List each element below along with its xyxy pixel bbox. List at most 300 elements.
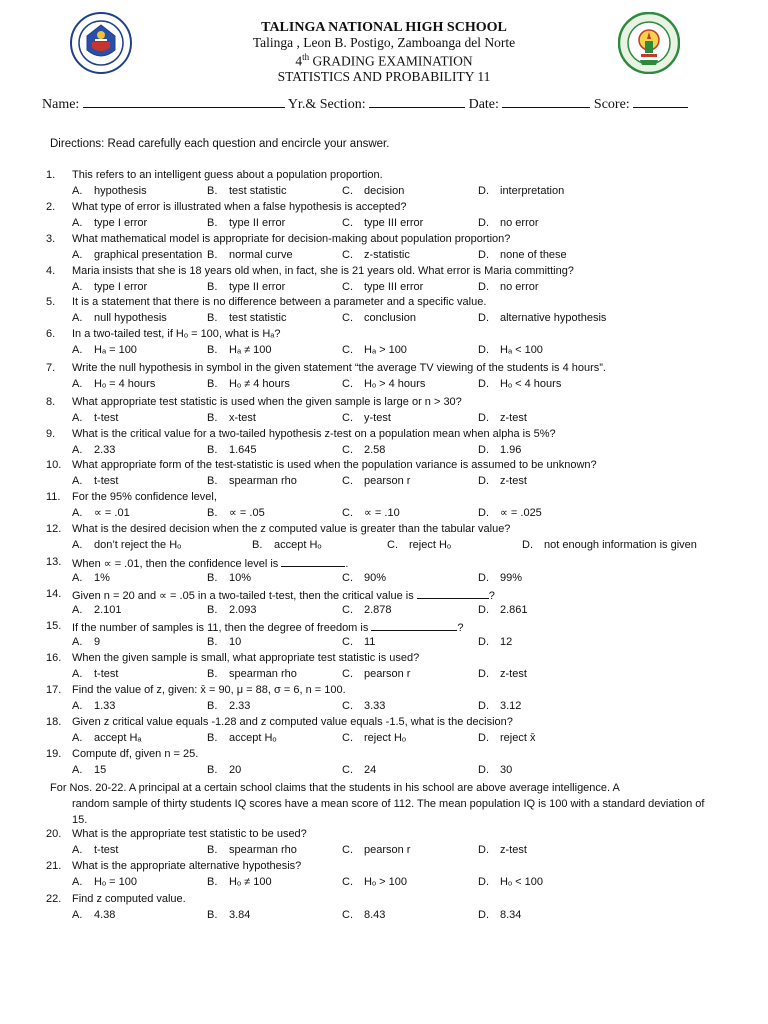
option-text: don’t reject the Hₒ xyxy=(94,539,182,551)
option-text: 30 xyxy=(500,764,513,776)
option-letter: B. xyxy=(207,475,218,487)
option-text: Hₒ > 100 xyxy=(364,876,407,888)
question-text: What appropriate form of the test-statistic is used when the population variance is assumed to be unknown? xyxy=(72,459,597,471)
question-text: What is the desired decision when the z computed value is greater than the tabular value? xyxy=(72,523,511,535)
option-text: type II error xyxy=(229,281,286,293)
option-text: type III error xyxy=(364,217,424,229)
option-b[interactable] xyxy=(207,700,250,713)
option-letter: D. xyxy=(478,475,489,487)
option-text: interpretation xyxy=(500,185,565,197)
option-letter: C. xyxy=(342,700,353,712)
option-c[interactable] xyxy=(342,732,406,745)
option-text: 3.33 xyxy=(364,700,386,712)
option-text: 1.96 xyxy=(500,444,522,456)
option-d[interactable] xyxy=(478,764,512,777)
option-letter: D. xyxy=(478,572,489,584)
option-d[interactable] xyxy=(478,909,521,922)
option-text: 1% xyxy=(94,572,110,584)
question-text: If the number of samples is 11, then the degree of freedom is ? xyxy=(72,622,464,634)
option-d[interactable] xyxy=(478,444,521,457)
passage-nos-20-22 xyxy=(50,780,720,828)
option-letter: B. xyxy=(207,217,218,229)
option-a[interactable] xyxy=(72,636,100,649)
option-c[interactable] xyxy=(342,249,410,262)
option-c[interactable] xyxy=(342,312,416,325)
option-text: 10% xyxy=(229,572,252,584)
question-number: 2. xyxy=(46,201,56,213)
option-letter: A. xyxy=(72,378,83,390)
option-a[interactable] xyxy=(72,539,181,552)
option-letter: B. xyxy=(207,572,218,584)
question-number: 11. xyxy=(46,491,61,503)
option-text: Hₒ > 4 hours xyxy=(364,378,426,390)
directions: Directions: Read carefully each question and encircle your answer. xyxy=(50,138,390,150)
option-c[interactable] xyxy=(342,507,400,520)
option-text: 10 xyxy=(229,636,242,648)
option-letter: C. xyxy=(342,281,353,293)
question-text: Compute df, given n = 25. xyxy=(72,748,199,760)
option-letter: B. xyxy=(207,378,218,390)
option-text: type III error xyxy=(364,281,424,293)
option-letter: D. xyxy=(478,700,489,712)
option-letter: A. xyxy=(72,668,83,680)
option-text: graphical presentation xyxy=(94,249,203,261)
option-letter: C. xyxy=(342,909,353,921)
option-text: pearson r xyxy=(364,475,411,487)
option-c[interactable] xyxy=(342,217,423,230)
option-b[interactable] xyxy=(207,185,286,198)
option-text: type II error xyxy=(229,217,286,229)
option-text: Hₐ ≠ 100 xyxy=(229,344,272,356)
name-blank[interactable] xyxy=(83,96,285,108)
option-b[interactable] xyxy=(207,572,251,585)
option-d[interactable] xyxy=(478,249,567,262)
option-letter: B. xyxy=(207,732,218,744)
option-c[interactable] xyxy=(342,572,386,585)
option-text: 9 xyxy=(94,636,101,648)
option-letter: A. xyxy=(72,217,83,229)
option-text: none of these xyxy=(500,249,567,261)
question-number: 19. xyxy=(46,748,62,760)
option-text: 11 xyxy=(364,636,376,648)
option-b[interactable] xyxy=(207,876,272,889)
option-a[interactable] xyxy=(72,732,142,745)
question-text: What mathematical model is appropriate for decision-making about population proportion? xyxy=(72,233,511,245)
option-letter: B. xyxy=(207,876,218,888)
option-b[interactable] xyxy=(207,909,250,922)
option-letter: B. xyxy=(207,344,218,356)
name-label: Name: xyxy=(42,97,80,112)
option-c[interactable] xyxy=(342,764,376,777)
option-letter: D. xyxy=(478,636,489,648)
option-a[interactable] xyxy=(72,378,155,391)
option-text: 1.645 xyxy=(229,444,257,456)
option-text: ∝ = .10 xyxy=(364,507,400,519)
question-number: 1. xyxy=(46,169,56,181)
option-text: x-test xyxy=(229,412,256,424)
option-letter: B. xyxy=(207,844,218,856)
option-letter: C. xyxy=(342,764,353,776)
option-text: normal curve xyxy=(229,249,293,261)
option-text: 12 xyxy=(500,636,513,648)
option-b[interactable] xyxy=(207,636,241,649)
option-b[interactable] xyxy=(207,378,290,391)
option-letter: B. xyxy=(207,249,218,261)
option-d[interactable] xyxy=(478,636,512,649)
option-d[interactable] xyxy=(478,412,527,425)
option-text: t-test xyxy=(94,844,119,856)
option-letter: A. xyxy=(72,412,83,424)
option-text: 3.12 xyxy=(500,700,522,712)
option-letter: C. xyxy=(342,507,353,519)
exam-header xyxy=(0,20,768,84)
option-letter: A. xyxy=(72,732,83,744)
option-text: y-test xyxy=(364,412,391,424)
option-c[interactable] xyxy=(342,412,391,425)
option-a[interactable] xyxy=(72,507,130,520)
option-c[interactable] xyxy=(387,539,451,552)
option-text: 2.33 xyxy=(94,444,116,456)
option-letter: A. xyxy=(72,312,83,324)
option-letter: D. xyxy=(478,909,489,921)
option-d[interactable] xyxy=(478,604,528,617)
option-text: 2.093 xyxy=(229,604,257,616)
option-a[interactable] xyxy=(72,604,122,617)
question-text: When the given sample is small, what appropriate test statistic is used? xyxy=(72,652,420,664)
option-text: ∝ = .05 xyxy=(229,507,265,519)
option-text: 2.861 xyxy=(500,604,528,616)
option-letter: A. xyxy=(72,185,83,197)
question-number: 9. xyxy=(46,428,56,440)
option-text: 24 xyxy=(364,764,377,776)
question-text: In a two-tailed test, if Hₒ = 100, what is Hₐ? xyxy=(72,328,281,340)
question-text: For the 95% confidence level, xyxy=(72,491,217,503)
option-letter: B. xyxy=(207,764,218,776)
option-letter: B. xyxy=(207,444,218,456)
option-letter: B. xyxy=(207,668,218,680)
option-letter: B. xyxy=(207,281,218,293)
section-label: Yr.& Section: xyxy=(287,97,366,112)
option-letter: C. xyxy=(342,444,353,456)
option-d[interactable] xyxy=(478,185,564,198)
option-letter: C. xyxy=(342,572,353,584)
option-letter: C. xyxy=(342,249,353,261)
passage-rest: random sample of thirty students IQ scores have a mean score of 112. The mean population IQ is 100 with a standard deviation of 15. xyxy=(72,798,705,826)
question-number: 13. xyxy=(46,556,62,568)
option-b[interactable] xyxy=(207,604,257,617)
option-text: 2.58 xyxy=(364,444,386,456)
option-text: 4.38 xyxy=(94,909,116,921)
option-c[interactable] xyxy=(342,444,385,457)
option-text: reject Hₒ xyxy=(364,732,407,744)
option-text: reject Hₒ xyxy=(409,539,452,551)
exam-subject: STATISTICS AND PROBABILITY 11 xyxy=(277,68,491,84)
option-d[interactable] xyxy=(478,732,535,745)
question-text: Maria insists that she is 18 years old when, in fact, she is 21 years old. What error is Maria committing? xyxy=(72,265,574,277)
option-c[interactable] xyxy=(342,475,410,488)
question-text: What is the appropriate test statistic to be used? xyxy=(72,828,307,840)
option-text: pearson r xyxy=(364,668,411,680)
option-letter: D. xyxy=(478,507,489,519)
option-c[interactable] xyxy=(342,281,423,294)
option-letter: A. xyxy=(72,876,83,888)
option-letter: D. xyxy=(478,281,489,293)
option-letter: D. xyxy=(478,604,489,616)
option-text: Hₒ < 4 hours xyxy=(500,378,562,390)
option-text: t-test xyxy=(94,668,119,680)
option-a[interactable] xyxy=(72,700,115,713)
option-text: accept Hₒ xyxy=(229,732,277,744)
option-text: Hₒ = 4 hours xyxy=(94,378,156,390)
option-text: not enough information is given xyxy=(544,539,697,551)
option-b[interactable] xyxy=(207,475,297,488)
option-a[interactable] xyxy=(72,668,118,681)
question-number: 20. xyxy=(46,828,62,840)
option-a[interactable] xyxy=(72,572,110,585)
option-letter: A. xyxy=(72,344,83,356)
option-letter: D. xyxy=(478,444,489,456)
option-a[interactable] xyxy=(72,217,147,230)
option-c[interactable] xyxy=(342,909,385,922)
option-text: t-test xyxy=(94,475,119,487)
date-label: Date: xyxy=(468,97,499,112)
option-letter: D. xyxy=(478,344,489,356)
question-number: 8. xyxy=(46,396,56,408)
option-letter: A. xyxy=(72,764,83,776)
option-text: Hₐ = 100 xyxy=(94,344,137,356)
option-c[interactable] xyxy=(342,185,404,198)
option-a[interactable] xyxy=(72,876,137,889)
option-a[interactable] xyxy=(72,412,118,425)
option-text: spearman rho xyxy=(229,475,297,487)
answer-blank[interactable] xyxy=(371,620,457,631)
option-d[interactable] xyxy=(478,507,542,520)
option-letter: C. xyxy=(342,185,353,197)
option-text: pearson r xyxy=(364,844,411,856)
option-text: null hypothesis xyxy=(94,312,167,324)
score-label: Score: xyxy=(593,97,630,112)
option-text: z-test xyxy=(500,475,527,487)
option-letter: C. xyxy=(342,732,353,744)
option-letter: A. xyxy=(72,844,83,856)
option-text: spearman rho xyxy=(229,668,297,680)
section-blank[interactable] xyxy=(369,96,465,108)
option-c[interactable] xyxy=(342,604,392,617)
option-letter: C. xyxy=(342,475,353,487)
option-text: 99% xyxy=(500,572,523,584)
option-text: accept Hₒ xyxy=(274,539,322,551)
option-a[interactable] xyxy=(72,909,115,922)
option-text: 2.101 xyxy=(94,604,122,616)
option-letter: A. xyxy=(72,636,83,648)
option-text: type I error xyxy=(94,281,148,293)
option-letter: D. xyxy=(478,412,489,424)
question-number: 7. xyxy=(46,362,56,374)
option-text: z-test xyxy=(500,412,527,424)
question-number: 22. xyxy=(46,893,62,905)
option-b[interactable] xyxy=(207,732,277,745)
option-d[interactable] xyxy=(478,217,539,230)
question-text: Given n = 20 and ∝ = .05 in a two-tailed t-test, then the critical value is ? xyxy=(72,590,495,602)
option-text: conclusion xyxy=(364,312,416,324)
option-a[interactable] xyxy=(72,444,115,457)
option-text: Hₒ < 100 xyxy=(500,876,543,888)
option-letter: D. xyxy=(478,844,489,856)
option-c[interactable] xyxy=(342,668,410,681)
option-a[interactable] xyxy=(72,475,118,488)
question-text: Find z computed value. xyxy=(72,893,186,905)
option-letter: C. xyxy=(342,668,353,680)
option-text: spearman rho xyxy=(229,844,297,856)
option-text: test statistic xyxy=(229,185,287,197)
option-text: alternative hypothesis xyxy=(500,312,607,324)
option-letter: A. xyxy=(72,281,83,293)
question-text: Given z critical value equals -1.28 and z computed value equals -1.5, what is the decision? xyxy=(72,716,513,728)
score-blank[interactable] xyxy=(633,96,688,108)
option-text: Hₐ > 100 xyxy=(364,344,407,356)
option-letter: D. xyxy=(478,764,489,776)
option-text: z-test xyxy=(500,844,527,856)
option-c[interactable] xyxy=(342,844,410,857)
option-text: 90% xyxy=(364,572,387,584)
question-number: 12. xyxy=(46,523,62,535)
option-letter: D. xyxy=(478,876,489,888)
option-d[interactable] xyxy=(478,344,543,357)
option-text: 8.34 xyxy=(500,909,522,921)
option-text: 1.33 xyxy=(94,700,116,712)
option-text: no error xyxy=(500,281,539,293)
option-letter: B. xyxy=(207,604,218,616)
passage-line-1: For Nos. 20-22. A principal at a certain school claims that the students in his school are above average intelligence. A xyxy=(50,782,620,794)
option-letter: A. xyxy=(72,507,83,519)
option-d[interactable] xyxy=(478,475,527,488)
option-letter: C. xyxy=(342,876,353,888)
option-a[interactable] xyxy=(72,281,147,294)
option-letter: C. xyxy=(342,604,353,616)
option-letter: D. xyxy=(478,312,489,324)
question-number: 6. xyxy=(46,328,56,340)
option-letter: D. xyxy=(478,217,489,229)
option-a[interactable] xyxy=(72,312,167,325)
option-letter: D. xyxy=(522,539,533,551)
question-number: 10. xyxy=(46,459,62,471)
question-text: What type of error is illustrated when a false hypothesis is accepted? xyxy=(72,201,407,213)
question-number: 16. xyxy=(46,652,62,664)
option-d[interactable] xyxy=(478,281,539,294)
option-c[interactable] xyxy=(342,636,375,649)
option-letter: C. xyxy=(342,844,353,856)
school-address: Talinga , Leon B. Postigo, Zamboanga del Norte xyxy=(252,35,516,50)
option-letter: D. xyxy=(478,185,489,197)
option-c[interactable] xyxy=(342,700,385,713)
option-c[interactable] xyxy=(342,344,407,357)
option-letter: C. xyxy=(342,412,353,424)
option-letter: D. xyxy=(478,732,489,744)
option-letter: C. xyxy=(342,217,353,229)
option-letter: B. xyxy=(207,636,218,648)
option-b[interactable] xyxy=(207,844,297,857)
option-text: 8.43 xyxy=(364,909,386,921)
option-text: t-test xyxy=(94,412,119,424)
option-letter: C. xyxy=(387,539,398,551)
option-text: Hₒ = 100 xyxy=(94,876,137,888)
option-letter: B. xyxy=(207,507,218,519)
question-number: 17. xyxy=(46,684,62,696)
date-blank[interactable] xyxy=(502,96,590,108)
option-letter: D. xyxy=(478,378,489,390)
option-d[interactable] xyxy=(478,572,522,585)
option-a[interactable] xyxy=(72,844,118,857)
option-b[interactable] xyxy=(207,281,285,294)
option-letter: A. xyxy=(72,249,83,261)
option-b[interactable] xyxy=(207,444,257,457)
answer-blank[interactable] xyxy=(281,556,345,567)
option-a[interactable] xyxy=(72,764,106,777)
option-letter: B. xyxy=(207,185,218,197)
exam-title: 4th GRADING EXAMINATION xyxy=(295,52,473,69)
option-c[interactable] xyxy=(342,378,425,391)
option-text: test statistic xyxy=(229,312,287,324)
answer-blank[interactable] xyxy=(417,588,489,599)
option-a[interactable] xyxy=(72,344,137,357)
option-text: type I error xyxy=(94,217,148,229)
option-text: 3.84 xyxy=(229,909,251,921)
option-letter: C. xyxy=(342,344,353,356)
option-d[interactable] xyxy=(478,378,561,391)
option-text: z-test xyxy=(500,668,527,680)
option-text: 20 xyxy=(229,764,242,776)
question-text: Find the value of z, given: x̄ = 90, μ = 88, σ = 6, n = 100. xyxy=(72,684,346,696)
option-b[interactable] xyxy=(207,507,265,520)
option-text: accept Hₐ xyxy=(94,732,142,744)
option-text: no error xyxy=(500,217,539,229)
option-text: decision xyxy=(364,185,405,197)
option-b[interactable] xyxy=(252,539,322,552)
option-letter: A. xyxy=(72,444,83,456)
option-text: z-statistic xyxy=(364,249,410,261)
option-b[interactable] xyxy=(207,668,297,681)
option-letter: A. xyxy=(72,572,83,584)
option-letter: C. xyxy=(342,378,353,390)
option-c[interactable] xyxy=(342,876,407,889)
option-b[interactable] xyxy=(207,312,286,325)
option-letter: D. xyxy=(478,249,489,261)
question-number: 15. xyxy=(46,620,62,632)
question-text: This refers to an intelligent guess about a population proportion. xyxy=(72,169,383,181)
question-text: What appropriate test statistic is used when the given sample is large or n > 30? xyxy=(72,396,462,408)
option-d[interactable] xyxy=(478,876,543,889)
option-d[interactable] xyxy=(478,668,527,681)
option-b[interactable] xyxy=(207,217,285,230)
option-a[interactable] xyxy=(72,249,202,262)
question-text: When ∝ = .01, then the confidence level is . xyxy=(72,558,349,570)
question-number: 5. xyxy=(46,296,56,308)
option-d[interactable] xyxy=(522,539,697,552)
option-b[interactable] xyxy=(207,764,241,777)
option-d[interactable] xyxy=(478,844,527,857)
option-b[interactable] xyxy=(207,412,256,425)
option-d[interactable] xyxy=(478,312,606,325)
option-a[interactable] xyxy=(72,185,147,198)
question-number: 4. xyxy=(46,265,56,277)
option-d[interactable] xyxy=(478,700,521,713)
option-text: Hₒ ≠ 100 xyxy=(229,876,272,888)
option-b[interactable] xyxy=(207,344,272,357)
option-b[interactable] xyxy=(207,249,293,262)
student-info-line xyxy=(42,96,688,113)
option-letter: B. xyxy=(207,909,218,921)
option-letter: A. xyxy=(72,539,83,551)
